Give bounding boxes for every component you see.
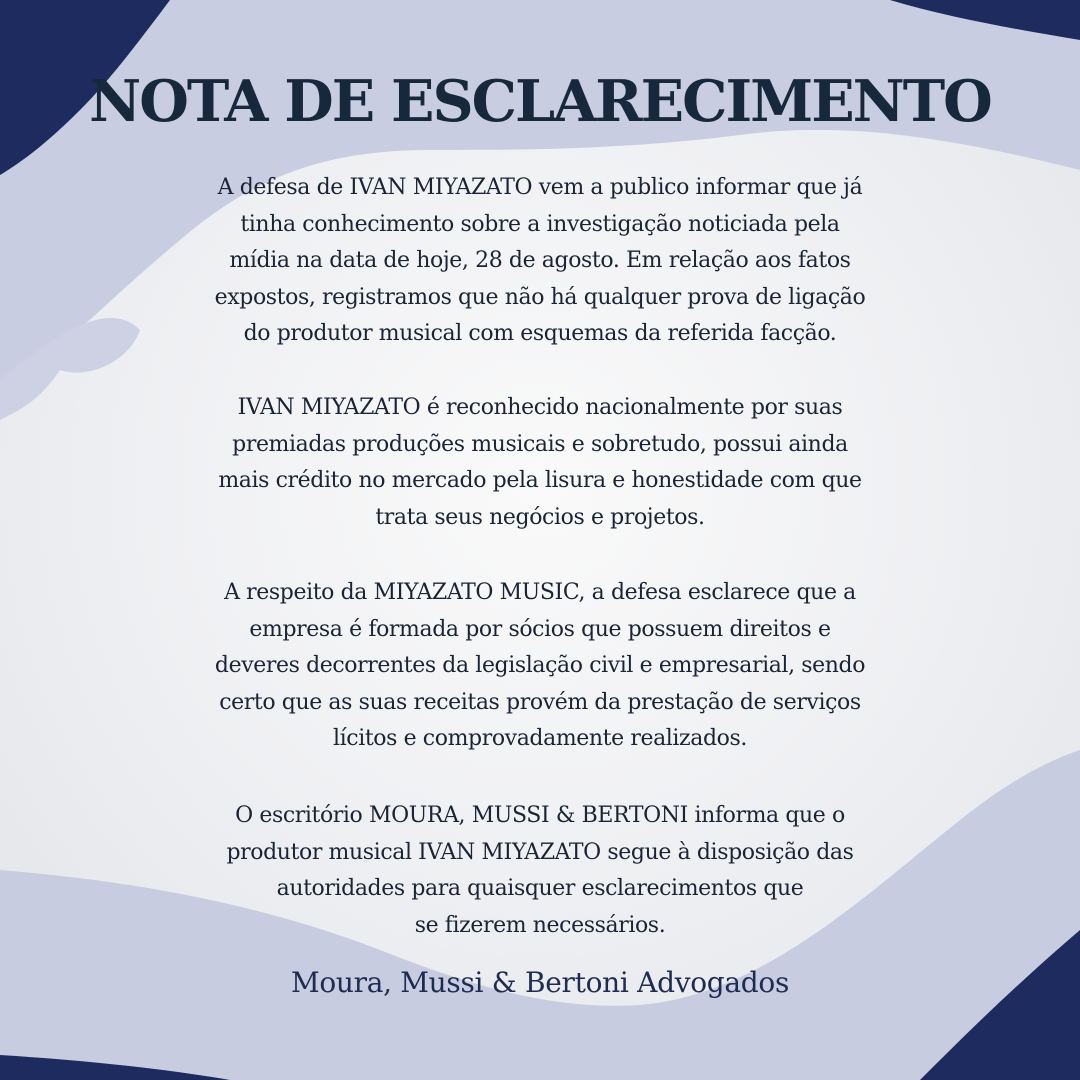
paragraph-4 xyxy=(140,798,940,944)
paragraph-line: expostos, registramos que não há qualquer prova de ligação xyxy=(214,284,866,310)
paragraph-line: empresa é formada por sócios que possuem direitos e xyxy=(249,616,831,642)
page-title: NOTA DE ESCLARECIMENTO xyxy=(89,68,991,135)
paragraph-line: IVAN MIYAZATO é reconhecido nacionalmente por suas xyxy=(237,395,843,420)
paragraph-line: premiadas produções musicais e sobretudo, possui ainda xyxy=(232,431,848,457)
paragraph-line: A respeito da MIYAZATO MUSIC, a defesa esclarece que a xyxy=(224,580,856,605)
paragraph-line: lícitos e comprovadamente realizados. xyxy=(333,726,747,751)
paragraph-line: se fizerem necessários. xyxy=(414,912,666,938)
paragraph-3 xyxy=(140,575,940,758)
paragraph-1 xyxy=(140,170,940,353)
paragraph-line: trata seus negócios e projetos. xyxy=(375,504,705,530)
paragraph-line: A defesa de IVAN MIYAZATO vem a publico informar que já xyxy=(217,175,863,200)
paragraph-line: autoridades para quaisquer esclarecimentos que xyxy=(276,876,804,901)
signature: Moura, Mussi & Bertoni Advogados xyxy=(290,966,790,999)
paragraph-line: mais crédito no mercado pela lisura e honestidade com que xyxy=(218,468,862,493)
paragraph-2 xyxy=(140,390,940,536)
paragraph-line: deveres decorrentes da legislação civil e empresarial, sendo xyxy=(214,653,866,678)
paragraph-line: mídia na data de hoje, 28 de agosto. Em relação aos fatos xyxy=(229,248,851,273)
paragraph-line: certo que as suas receitas provém da prestação de serviços xyxy=(219,689,861,715)
paragraph-line: tinha conhecimento sobre a investigação noticiada pela xyxy=(240,211,840,237)
paragraph-line: O escritório MOURA, MUSSI & BERTONI informa que o xyxy=(235,803,845,828)
paragraph-line: produtor musical IVAN MIYAZATO segue à disposição das xyxy=(226,839,854,865)
paragraph-line: do produtor musical com esquemas da referida facção. xyxy=(243,321,837,346)
